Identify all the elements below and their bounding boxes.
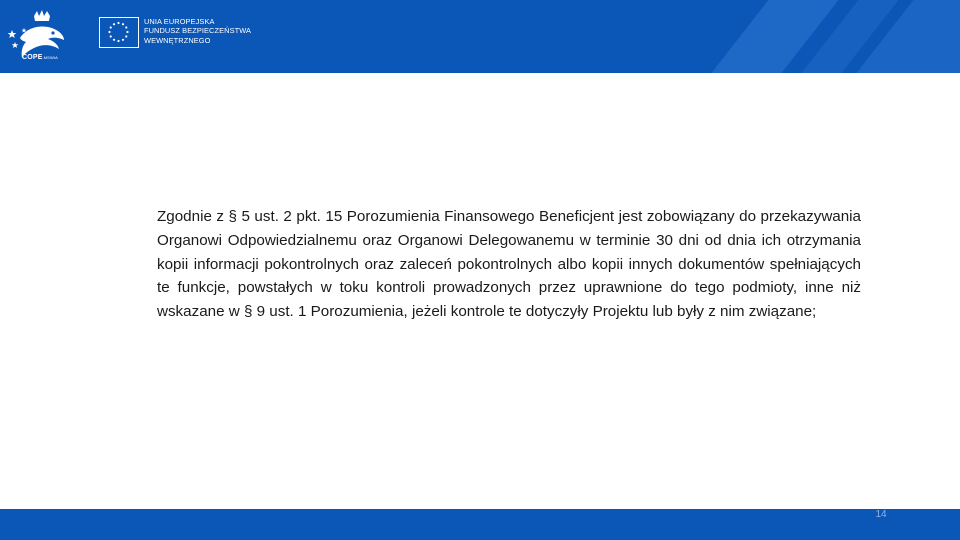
eu-emblem-line: WEWNĘTRZNEGO <box>144 35 211 45</box>
eu-star-icon <box>110 26 112 28</box>
eu-star-icon <box>110 35 112 37</box>
page-number: 14 <box>875 509 887 520</box>
eu-star-icon <box>117 22 119 24</box>
org-logo-sublabel: MSWiA <box>43 55 58 60</box>
eu-flag-box <box>99 17 139 48</box>
header-band <box>0 0 960 73</box>
eu-star-icon <box>125 26 127 28</box>
eu-emblem-line: FUNDUSZ BEZPIECZEŃSTWA <box>144 26 252 36</box>
eu-star-icon <box>108 31 110 33</box>
org-logo-name: COPE <box>22 54 43 61</box>
body-paragraph: Zgodnie z § 5 ust. 2 pkt. 15 Porozumienia Finansowego Beneficjent jest zobowiązany do przekazywania Organowi Odpowiedzialnemu oraz Organowi Delegowanemu w terminie 30 dni od dnia ich otrzymania kopii informacji pokontrolnych oraz zaleceń pokontrolnych albo kopii innych dokumentów spełniających te funkcje, powstałych w toku kontroli prowadzonych przez uprawnione do tego podmioty, inne niż wskazane w § 9 ust. 1 Porozumienia, jeżeli kontrole te dotyczyły Projektu lub były z nim związane; <box>157 208 861 321</box>
eu-star-icon <box>122 23 124 25</box>
eu-star-icon <box>117 40 119 42</box>
eu-star-icon <box>126 31 128 33</box>
eu-star-icon <box>125 35 127 37</box>
eu-emblem-line: UNIA EUROPEJSKA <box>144 17 215 26</box>
eu-stars-flag-icon <box>100 18 137 46</box>
eu-star-icon <box>113 23 115 25</box>
eu-emblem-text <box>144 17 251 45</box>
org-logo-label <box>22 54 58 61</box>
eu-star-icon <box>113 39 115 41</box>
footer-band <box>0 509 960 540</box>
eu-star-icon <box>122 39 124 41</box>
